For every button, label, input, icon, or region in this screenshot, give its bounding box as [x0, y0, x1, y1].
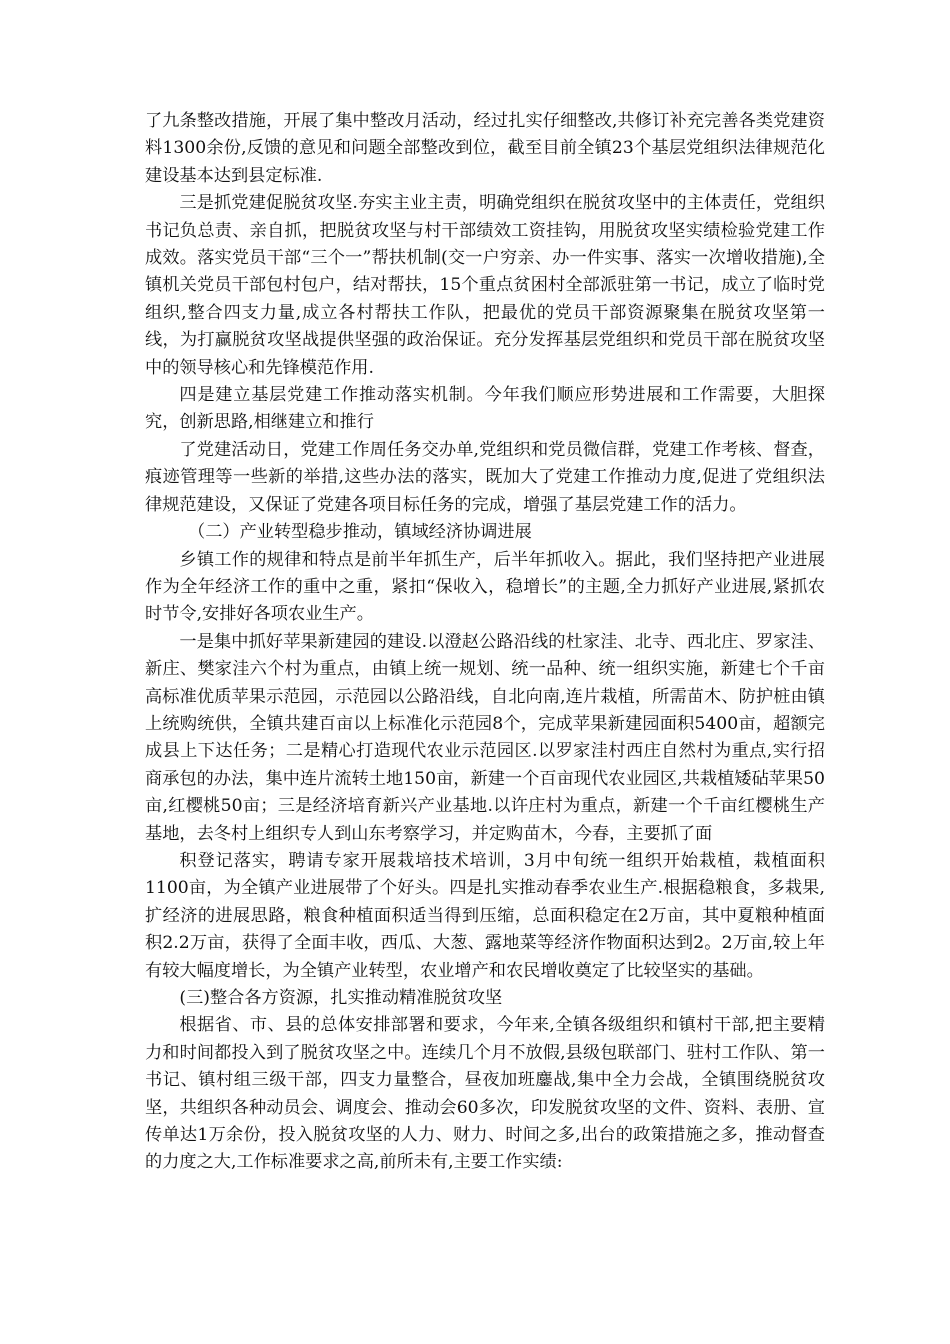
paragraph-mechanism: 四是建立基层党建工作推动落实机制。今年我们顺应形势进展和工作需要，大胆探究，创新思路,相继建立和推行 — [145, 385, 825, 433]
paragraph-spring-agriculture: 积登记落实，聘请专家开展栽培技术培训，3月中旬统一组织开始栽植，栽植面积1100亩，为全镇产业进展带了个好头。四是扎实推动春季农业生产.根据稳粮食，多栽果,扩经济的进展思路，粮食种植面积适当得到压缩，总面积稳定在2万亩，其中夏粮种植面积2.2万亩，获得了全面丰收，西瓜、大葱、露地菜等经济作物面积达到2。2万亩,较上年有较大幅度增长，为全镇产业转型，农业增产和农民增收奠定了比较坚实的基础。 — [145, 850, 825, 981]
paragraph-industry-intro: 乡镇工作的规律和特点是前半年抓生产，后半年抓收入。据此，我们坚持把产业进展作为全年经济工作的重中之重，紧扣“保收入，稳增长”的主题,全力抓好产业进展,紧抓农时节令,安排好各项农业生产。 — [145, 549, 825, 625]
paragraph-apple-orchards: 一是集中抓好苹果新建园的建设.以澄赵公路沿线的杜家洼、北寺、西北庄、罗家洼、新庄、樊家洼六个村为重点，由镇上统一规划、统一品种、统一组织实施，新建七个千亩高标准优质苹果示范园，示范园以公路沿线，自北向南,连片栽植，所需苗木、防护桩由镇上统购统供，全镇共建百亩以上标准化示范园8个，完成苹果新建园面积5400亩，超额完成县上下达任务；二是精心打造现代农业示范园区.以罗家洼村西庄自然村为重点,实行招商承包的办法，集中连片流转土地150亩，新建一个百亩现代农业园区,共栽植矮砧苹果50亩,红樱桃50亩；三是经济培育新兴产业基地.以许庄村为重点，新建一个千亩红樱桃生产基地，去冬村上组织专人到山东考察学习，并定购苗木，今春，主要抓了面 — [145, 631, 825, 844]
section-heading-industry: （二）产业转型稳步推动，镇域经济协调进展 — [188, 522, 532, 543]
section-heading-resources: (三)整合各方资源，扎实推动精准脱贫攻坚 — [179, 988, 503, 1008]
paragraph-continuation: 了九条整改措施，开展了集中整改月活动，经过扎实仔细整改,共修订补充完善各类党建资料1300余份,反馈的意见和问题全部整改到位，截至目前全镇23个基层党组织法律规范化建设基本达到县定标准. — [145, 111, 825, 186]
document-body — [145, 108, 825, 1177]
paragraph-precision-poverty: 根据省、市、县的总体安排部署和要求，今年来,全镇各级组织和镇村干部,把主要精力和时间都投入到了脱贫攻坚之中。连续几个月不放假,县级包联部门、驻村工作队、第一书记、镇村组三级干部，四支力量整合，昼夜加班鏖战,集中全力会战，全镇围绕脱贫攻坚，共组织各种动员会、调度会、推动会60多次，印发脱贫攻坚的文件、资料、表册、宣传单达1万余份，投入脱贫攻坚的人力、财力、时间之多,出台的政策措施之多，推动督查的力度之大,工作标准要求之高,前所未有,主要工作实绩: — [145, 1015, 825, 1173]
paragraph-mechanism-continued: 了党建活动日，党建工作周任务交办单,党组织和党员微信群，党建工作考核、督查，痕迹管理等一些新的举措,这些办法的落实，既加大了党建工作推动力度,促进了党组织法律规范建设，又保证了党建各项目标任务的完成，增强了基层党建工作的活力。 — [145, 439, 825, 515]
paragraph-poverty-alleviation: 三是抓党建促脱贫攻坚.夯实主业主责，明确党组织在脱贫攻坚中的主体责任，党组织书记负总责、亲自抓，把脱贫攻坚与村干部绩效工资挂钩，用脱贫攻坚实绩检验党建工作成效。落实党员干部“三个一”帮扶机制(交一户穷亲、办一件实事、落实一次增收措施),全镇机关党员干部包村包户，结对帮扶，15个重点贫困村全部派驻第一书记，成立了临时党组织,整合四支力量,成立各村帮扶工作队，把最优的党员干部资源聚集在脱贫攻坚第一线，为打赢脱贫攻坚战提供坚强的政治保证。充分发挥基层党组织和党员干部在脱贫攻坚中的领导核心和先锋模范作用. — [145, 193, 825, 378]
